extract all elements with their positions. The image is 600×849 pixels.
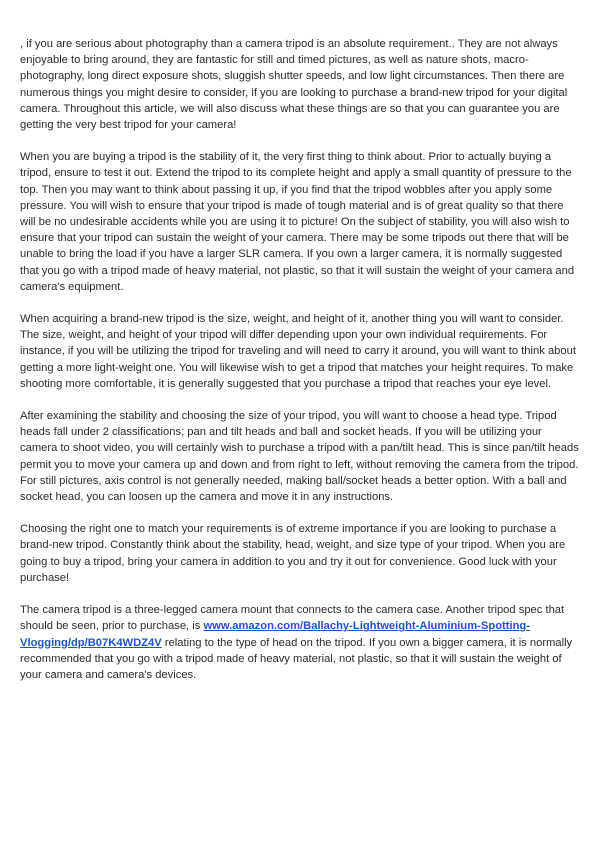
paragraph-product-link <box>20 602 582 683</box>
article-body <box>20 36 582 699</box>
product-link[interactable]: www.amazon.com/Ballachy-Lightweight-Aluminium-Spotting-Vlogging/dp/B07K4WDZ4V <box>20 620 530 649</box>
paragraph-size-weight: When acquiring a brand-new tripod is the size, weight, and height of it, another thing you will want to consider. The size, weight, and height of your tripod will differ depending upon your own individual requirements. For instance, if you will be utilizing the tripod for traveling and will need to carry it around, you will want to think about getting a more light-weight one. You will likewise wish to get a tripod that matches your height requires. To make shooting more comfortable, it is generally suggested that you purchase a tripod that reaches your eye level. <box>20 313 576 390</box>
paragraph-head-type: After examining the stability and choosing the size of your tripod, you will want to choose a head type. Tripod heads fall under 2 classifications; pan and tilt heads and ball and socket heads. If you will be utilizing your camera to shoot video, you will certainly wish to purchase a tripod with a pan/tilt head. This is since pan/tilt heads permit you to move your camera up and down and from right to left, without removing the camera from the tripod. For still pictures, axis control is not generally needed, making ball/socket heads a better option. With a ball and socket head, you can loosen up the camera and move it in any instructions. <box>20 410 579 504</box>
paragraph-intro: , if you are serious about photography than a camera tripod is an absolute requirement.. They are not always enjoyable to bring around, they are fantastic for still and timed pictures, as well as nature shots, macro-photography, long direct exposure shots, sluggish shutter speeds, and low light circumstances. Then there are numerous things you might desire to consider, if you are looking to purchase a brand-new tripod for your digital camera. Throughout this article, we will also discuss what these things are so that you can guarantee you are getting the very best tripod for your camera! <box>20 38 568 132</box>
paragraph-text-after-link: relating to the type of head on the tripod. If you own a bigger camera, it is normally recommended that you go with a tripod made of heavy material, not plastic, so that it will sustain the weight of your camera and camera's devices. <box>20 636 573 681</box>
paragraph-text-before-link: The camera tripod is a three-legged camera mount that connects to the camera case. Another tripod spec that should be seen, prior to purchase, is <box>20 604 565 633</box>
paragraph-stability: When you are buying a tripod is the stability of it, the very first thing to think about. Prior to actually buying a tripod, ensure to test it out. Extend the tripod to its complete height and apply a small quantity of pressure to the top. Then you may want to think about passing it up, if you find that the tripod wobbles after you apply some pressure. You will wish to ensure that your tripod is made of tough material and is of great quality so that there will be no undesirable accidents while you are using it to picture! On the subject of stability, you will also wish to ensure that your tripod can sustain the weight of your camera. There may be some tripods out there that will be unable to bring the load if you have a larger SLR camera. If you own a larger camera, it is normally suggested that you go with a tripod made of heavy material, not plastic, so that it will sustain the weight of your camera and camera's equipment. <box>20 151 575 293</box>
paragraph-conclusion: Choosing the right one to match your requirements is of extreme importance if you are looking to purchase a brand-new tripod. Constantly think about the stability, head, weight, and size type of your tripod. When you are going to buy a tripod, bring your camera in addition to you and try it out for convenience. Good luck with your purchase! <box>20 523 566 584</box>
